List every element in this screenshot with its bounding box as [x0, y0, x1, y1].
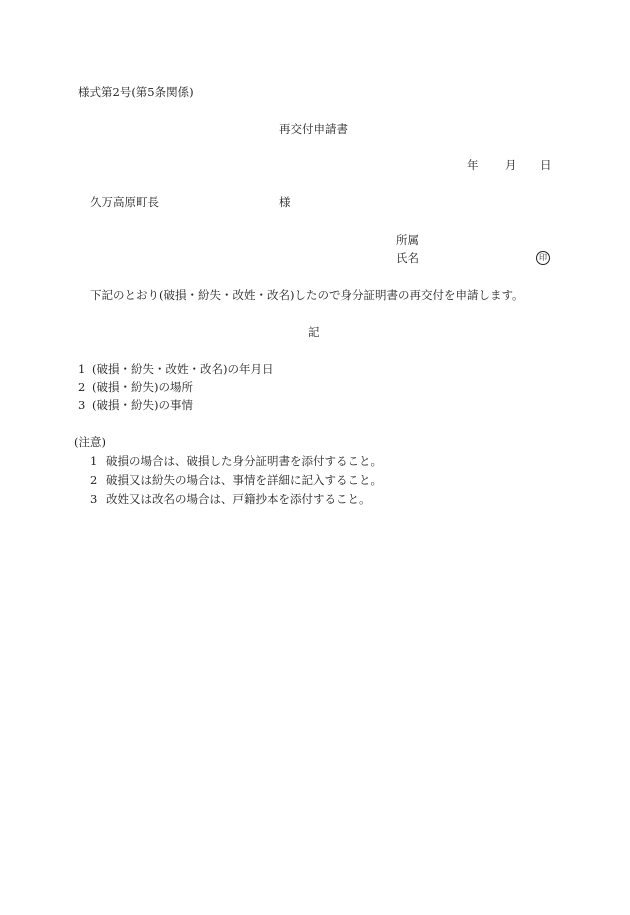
note-text: 破損又は紛失の場合は、事情を詳細に記入すること。: [106, 473, 382, 487]
addressee-name: 久万高原町長: [90, 195, 159, 209]
item-number: 2: [78, 380, 86, 394]
name-label: 氏名: [396, 251, 419, 265]
date-year: 年: [467, 158, 479, 172]
note-number: 1: [90, 454, 98, 468]
note-number: 3: [90, 492, 98, 506]
body-text: 下記のとおり(破損・紛失・改姓・改名)したので身分証明書の再交付を申請します。: [90, 288, 524, 302]
item-text: (破損・紛失・改姓・改名)の年月日: [92, 362, 274, 376]
date-month: 月: [505, 158, 517, 172]
item-text: (破損・紛失)の場所: [92, 380, 193, 394]
item-number: 3: [78, 398, 86, 412]
note-text: 破損の場合は、破損した身分証明書を添付すること。: [106, 454, 382, 468]
form-number: 様式第2号(第5条関係): [78, 85, 194, 99]
notes-header: (注意): [74, 435, 106, 449]
date-day: 日: [540, 158, 552, 172]
note-number: 2: [90, 473, 98, 487]
ki-heading: 記: [308, 325, 320, 339]
note-text: 改姓又は改名の場合は、戸籍抄本を添付すること。: [106, 492, 371, 506]
addressee-honorific: 様: [279, 195, 291, 209]
seal-mark: 印: [536, 251, 550, 265]
item-text: (破損・紛失)の事情: [92, 398, 193, 412]
affiliation-label: 所属: [396, 233, 419, 247]
document-title: 再交付申請書: [279, 122, 348, 136]
item-number: 1: [78, 362, 86, 376]
